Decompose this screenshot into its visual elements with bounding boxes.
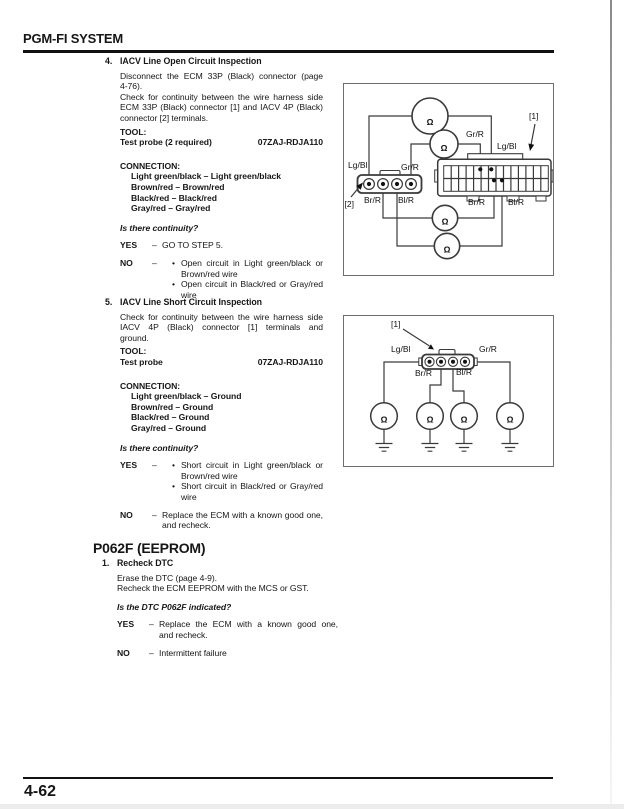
wire-label: Gr/R	[479, 344, 497, 354]
step-1-heading	[102, 558, 338, 569]
ohm-symbol: Ω	[380, 414, 388, 425]
ohmmeter-icon	[434, 233, 459, 258]
bullet-text: Open circuit in Black/red or Gray/red wire	[181, 279, 323, 300]
step-number: 4.	[105, 56, 113, 66]
answer-label: YES	[120, 240, 138, 251]
answer-no	[120, 258, 323, 300]
header-rule	[23, 50, 554, 53]
paragraph: Check for continuity between the wire harness side IACV 4P (Black) connector [1] terminals and ground.	[120, 311, 323, 343]
connection-item: Gray/red – Ground	[131, 422, 207, 433]
step-number: 5.	[105, 297, 113, 307]
step-title: IACV Line Short Circuit Inspection	[120, 297, 262, 307]
step-number: 1.	[102, 558, 110, 568]
tool-row	[120, 137, 323, 148]
tool-name: Test probe	[120, 356, 163, 367]
question: Is there continuity?	[120, 222, 199, 233]
footer-rule	[23, 777, 553, 779]
answer-no	[120, 510, 323, 531]
page-header-title: PGM-FI SYSTEM	[23, 31, 123, 46]
answer-dash: –	[149, 647, 154, 658]
ref-label: [2]	[344, 199, 354, 209]
answer-text: Replace the ECM with a known good one, and recheck.	[162, 509, 323, 531]
question: Is there continuity?	[120, 442, 199, 453]
scan-edge-line	[610, 0, 612, 809]
paragraph: Erase the DTC (page 4-9).	[117, 572, 218, 583]
ohmmeter-icon	[412, 98, 448, 134]
ref-label: [1]	[529, 111, 539, 121]
answer-label: YES	[117, 619, 135, 630]
ground-icon	[456, 444, 473, 452]
section-title-p062f: P062F (EEPROM)	[93, 540, 206, 556]
wire-label: Lg/Bl	[497, 141, 517, 151]
answer-dash: –	[152, 257, 157, 268]
ohm-symbol: Ω	[441, 216, 449, 227]
bullet-item	[172, 481, 323, 502]
connection-item: Brown/red – Ground	[131, 401, 214, 412]
bullet-text: Short circuit in Light green/black or Brown/red wire	[181, 460, 323, 481]
question: Is the DTC P062F indicated?	[117, 601, 232, 612]
connection-item: Light green/black – Light green/black	[131, 171, 282, 182]
wire-label: Br/R	[468, 197, 485, 207]
tool-label: TOOL:	[120, 346, 147, 357]
answer-dash: –	[152, 460, 157, 471]
answer-text: Replace the ECM with a known good one, and recheck.	[159, 619, 338, 640]
connection-item: Black/red – Ground	[131, 412, 210, 423]
paragraph: Recheck the ECM EEPROM with the MCS or GST.	[117, 583, 309, 594]
step-5	[105, 297, 323, 531]
ohmmeter-icon	[432, 205, 457, 230]
scan-bottom-strip	[0, 804, 624, 809]
wire-label: Gr/R	[466, 129, 484, 139]
ohmmeter-icon	[451, 403, 478, 430]
bullet-item	[172, 258, 323, 279]
connection-item: Brown/red – Brown/red	[131, 181, 225, 192]
answer-label: YES	[120, 460, 138, 471]
connection-list	[120, 171, 323, 213]
ground-icon	[502, 444, 519, 452]
ohmmeter-icon	[497, 403, 524, 430]
diagram-short-circuit-inspection	[343, 315, 554, 467]
diagram-open-circuit-inspection	[343, 83, 554, 276]
page-number: 4-62	[24, 783, 57, 800]
ohm-symbol: Ω	[426, 117, 434, 127]
answer-text: GO TO STEP 5.	[162, 240, 223, 251]
ohm-symbol: Ω	[440, 143, 448, 153]
step-4	[105, 56, 323, 300]
tool-number: 07ZAJ-RDJA110	[257, 137, 323, 148]
ohmmeter-icon	[371, 403, 398, 430]
bullet-glyph: •	[172, 481, 175, 492]
ohm-symbol: Ω	[426, 414, 434, 425]
wire-label: Lg/Bl	[348, 160, 368, 170]
ohmmeter-icon	[417, 403, 444, 430]
answer-yes	[120, 460, 323, 502]
bullet-glyph: •	[172, 257, 175, 268]
ecm-33p-connector	[435, 154, 553, 201]
ohm-symbol: Ω	[460, 414, 468, 425]
wire-label: Br/R	[415, 368, 432, 378]
answer-yes	[117, 619, 338, 640]
iacv-4p-connector	[358, 171, 422, 194]
connection-item: Light green/black – Ground	[131, 391, 242, 402]
callout-arrow	[528, 124, 535, 151]
wire-label: Bl/R	[508, 197, 525, 207]
connection-list	[120, 391, 323, 433]
step-4-heading	[105, 56, 323, 67]
answer-no	[117, 648, 338, 659]
bullet-item	[172, 460, 323, 481]
tool-row	[120, 357, 323, 368]
tool-label: TOOL:	[120, 126, 147, 137]
answer-dash: –	[152, 509, 157, 520]
answer-dash: –	[152, 240, 157, 251]
answer-dash: –	[149, 619, 154, 630]
wire-label: Bl/R	[456, 367, 473, 377]
answer-label: NO	[120, 509, 133, 520]
tool-number: 07ZAJ-RDJA110	[257, 356, 323, 367]
bullet-glyph: •	[172, 279, 175, 290]
answer-text: Intermittent failure	[159, 647, 227, 658]
bullet-text: Short circuit in Black/red or Gray/red wire	[181, 481, 323, 502]
paragraph: Check for continuity between the wire harness side ECM 33P (Black) connector [1] and IACV 4P (Black) connector [2] terminals.	[120, 91, 323, 123]
paragraph: Disconnect the ECM 33P (Black) connector (page 4-76).	[120, 70, 323, 92]
step-5-heading	[105, 297, 323, 308]
ohm-symbol: Ω	[506, 414, 514, 425]
answer-label: NO	[120, 257, 133, 268]
wire-label: Gr/R	[401, 162, 419, 172]
answer-label: NO	[117, 647, 130, 658]
ground-icon	[376, 444, 393, 452]
test-wires	[384, 362, 510, 444]
connection-label: CONNECTION:	[120, 380, 181, 391]
ohmmeter-icon	[430, 130, 458, 158]
connection-item: Gray/red – Gray/red	[131, 203, 211, 214]
ground-icon	[422, 444, 439, 452]
bullet-text: Open circuit in Light green/black or Brown/red wire	[181, 257, 323, 279]
ref-label: [1]	[391, 319, 401, 329]
wire-label: Br/R	[364, 195, 381, 205]
wire-label: Bl/R	[398, 195, 415, 205]
step-title: Recheck DTC	[117, 558, 174, 568]
answer-yes	[120, 240, 323, 251]
tool-name: Test probe (2 required)	[120, 137, 212, 148]
connection-label: CONNECTION:	[120, 160, 181, 171]
wire-label: Lg/Bl	[391, 344, 411, 354]
bullet-glyph: •	[172, 460, 175, 471]
step-title: IACV Line Open Circuit Inspection	[120, 56, 262, 66]
ohm-symbol: Ω	[443, 244, 451, 255]
connection-item: Black/red – Black/red	[131, 192, 217, 203]
p062f-step-1	[102, 558, 338, 658]
